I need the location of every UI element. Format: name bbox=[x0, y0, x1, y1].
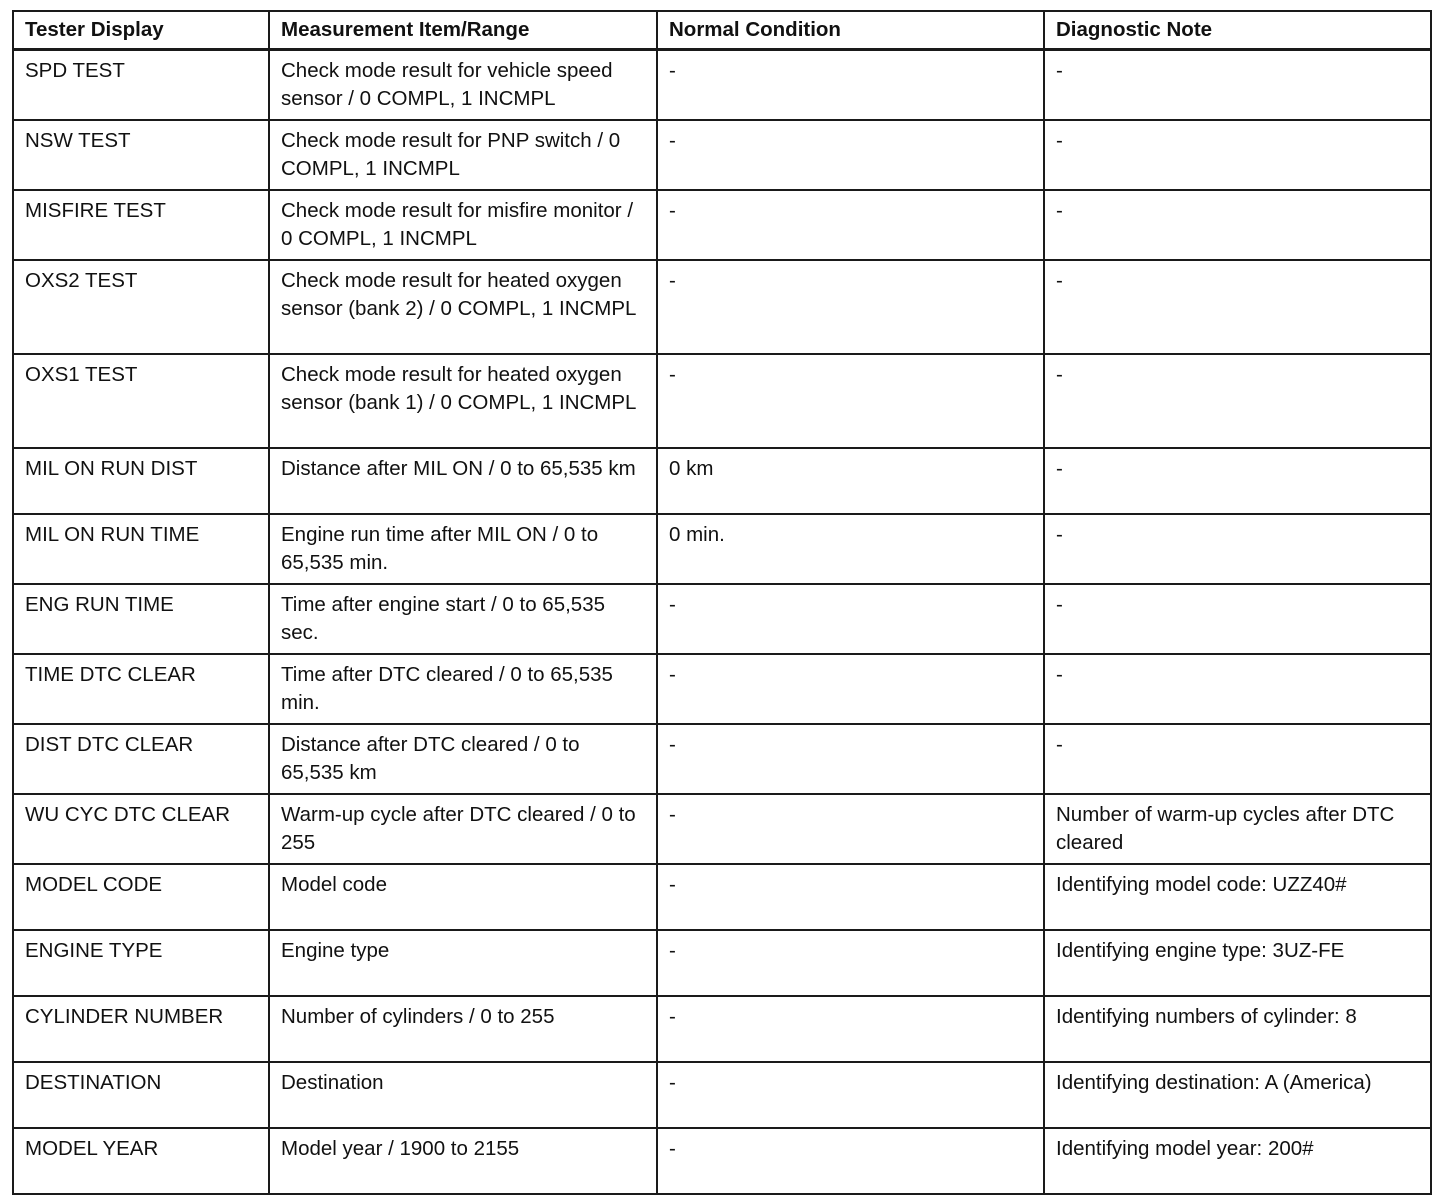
measurement-item-cell: Check mode result for PNP switch / 0 COMPL, 1 INCMPL bbox=[269, 120, 657, 190]
table-row bbox=[13, 260, 1431, 354]
tester-display-cell: MIL ON RUN DIST bbox=[13, 448, 269, 514]
tester-display-cell: OXS2 TEST bbox=[13, 260, 269, 354]
tester-display-cell: ENG RUN TIME bbox=[13, 584, 269, 654]
normal-condition-cell: - bbox=[657, 354, 1044, 448]
normal-condition-cell: - bbox=[657, 50, 1044, 121]
header-measurement-item: Measurement Item/Range bbox=[269, 11, 657, 50]
tester-display-cell: NSW TEST bbox=[13, 120, 269, 190]
measurement-item-cell: Warm-up cycle after DTC cleared / 0 to 255 bbox=[269, 794, 657, 864]
measurement-item-cell: Check mode result for heated oxygen sensor (bank 1) / 0 COMPL, 1 INCMPL bbox=[269, 354, 657, 448]
header-normal-condition: Normal Condition bbox=[657, 11, 1044, 50]
measurement-item-cell: Distance after MIL ON / 0 to 65,535 km bbox=[269, 448, 657, 514]
table-row bbox=[13, 724, 1431, 794]
measurement-item-cell: Destination bbox=[269, 1062, 657, 1128]
measurement-item-cell: Model year / 1900 to 2155 bbox=[269, 1128, 657, 1194]
measurement-item-cell: Engine run time after MIL ON / 0 to 65,535 min. bbox=[269, 514, 657, 584]
diagnostic-note-cell: Number of warm-up cycles after DTC cleared bbox=[1044, 794, 1431, 864]
table-row bbox=[13, 794, 1431, 864]
table-header-row bbox=[13, 11, 1431, 50]
table-row bbox=[13, 50, 1431, 121]
measurement-item-cell: Check mode result for heated oxygen sensor (bank 2) / 0 COMPL, 1 INCMPL bbox=[269, 260, 657, 354]
measurement-item-cell: Distance after DTC cleared / 0 to 65,535 km bbox=[269, 724, 657, 794]
tester-display-cell: MISFIRE TEST bbox=[13, 190, 269, 260]
diagnostic-note-cell: Identifying numbers of cylinder: 8 bbox=[1044, 996, 1431, 1062]
normal-condition-cell: - bbox=[657, 1062, 1044, 1128]
diagnostic-note-cell: - bbox=[1044, 514, 1431, 584]
table-row bbox=[13, 654, 1431, 724]
tester-display-cell: DIST DTC CLEAR bbox=[13, 724, 269, 794]
table-row bbox=[13, 864, 1431, 930]
header-tester-display: Tester Display bbox=[13, 11, 269, 50]
tester-display-cell: ENGINE TYPE bbox=[13, 930, 269, 996]
normal-condition-cell: 0 min. bbox=[657, 514, 1044, 584]
diagnostic-note-cell: - bbox=[1044, 354, 1431, 448]
normal-condition-cell: - bbox=[657, 996, 1044, 1062]
normal-condition-cell: - bbox=[657, 724, 1044, 794]
tester-display-cell: MIL ON RUN TIME bbox=[13, 514, 269, 584]
table-row bbox=[13, 1062, 1431, 1128]
diagnostic-note-cell: - bbox=[1044, 654, 1431, 724]
diagnostic-note-cell: - bbox=[1044, 260, 1431, 354]
measurement-item-cell: Time after engine start / 0 to 65,535 sec. bbox=[269, 584, 657, 654]
normal-condition-cell: - bbox=[657, 1128, 1044, 1194]
diagnostic-note-cell: Identifying model code: UZZ40# bbox=[1044, 864, 1431, 930]
table-row bbox=[13, 190, 1431, 260]
tester-display-cell: TIME DTC CLEAR bbox=[13, 654, 269, 724]
tester-display-cell: MODEL CODE bbox=[13, 864, 269, 930]
diagnostic-note-cell: Identifying destination: A (America) bbox=[1044, 1062, 1431, 1128]
measurement-item-cell: Model code bbox=[269, 864, 657, 930]
table-row bbox=[13, 930, 1431, 996]
normal-condition-cell: - bbox=[657, 930, 1044, 996]
diagnostic-note-cell: - bbox=[1044, 190, 1431, 260]
normal-condition-cell: - bbox=[657, 260, 1044, 354]
normal-condition-cell: - bbox=[657, 120, 1044, 190]
measurement-item-cell: Time after DTC cleared / 0 to 65,535 min. bbox=[269, 654, 657, 724]
table-row bbox=[13, 448, 1431, 514]
normal-condition-cell: - bbox=[657, 794, 1044, 864]
tester-display-cell: CYLINDER NUMBER bbox=[13, 996, 269, 1062]
diagnostic-note-cell: Identifying engine type: 3UZ-FE bbox=[1044, 930, 1431, 996]
normal-condition-cell: - bbox=[657, 864, 1044, 930]
tester-display-cell: DESTINATION bbox=[13, 1062, 269, 1128]
header-diagnostic-note: Diagnostic Note bbox=[1044, 11, 1431, 50]
normal-condition-cell: - bbox=[657, 584, 1044, 654]
normal-condition-cell: - bbox=[657, 190, 1044, 260]
diagnostic-note-cell: Identifying model year: 200# bbox=[1044, 1128, 1431, 1194]
diagnostic-note-cell: - bbox=[1044, 448, 1431, 514]
table-row bbox=[13, 1128, 1431, 1194]
diagnostic-note-cell: - bbox=[1044, 724, 1431, 794]
table-row bbox=[13, 120, 1431, 190]
tester-display-cell: OXS1 TEST bbox=[13, 354, 269, 448]
normal-condition-cell: - bbox=[657, 654, 1044, 724]
table-row bbox=[13, 996, 1431, 1062]
table-row bbox=[13, 514, 1431, 584]
table-row bbox=[13, 584, 1431, 654]
measurement-item-cell: Check mode result for misfire monitor / 0 COMPL, 1 INCMPL bbox=[269, 190, 657, 260]
diagnostic-note-cell: - bbox=[1044, 584, 1431, 654]
measurement-item-cell: Number of cylinders / 0 to 255 bbox=[269, 996, 657, 1062]
tester-data-table bbox=[12, 10, 1432, 1195]
table-row bbox=[13, 354, 1431, 448]
diagnostic-note-cell: - bbox=[1044, 50, 1431, 121]
tester-display-cell: SPD TEST bbox=[13, 50, 269, 121]
measurement-item-cell: Engine type bbox=[269, 930, 657, 996]
tester-display-cell: WU CYC DTC CLEAR bbox=[13, 794, 269, 864]
diagnostic-note-cell: - bbox=[1044, 120, 1431, 190]
tester-display-cell: MODEL YEAR bbox=[13, 1128, 269, 1194]
normal-condition-cell: 0 km bbox=[657, 448, 1044, 514]
measurement-item-cell: Check mode result for vehicle speed sensor / 0 COMPL, 1 INCMPL bbox=[269, 50, 657, 121]
